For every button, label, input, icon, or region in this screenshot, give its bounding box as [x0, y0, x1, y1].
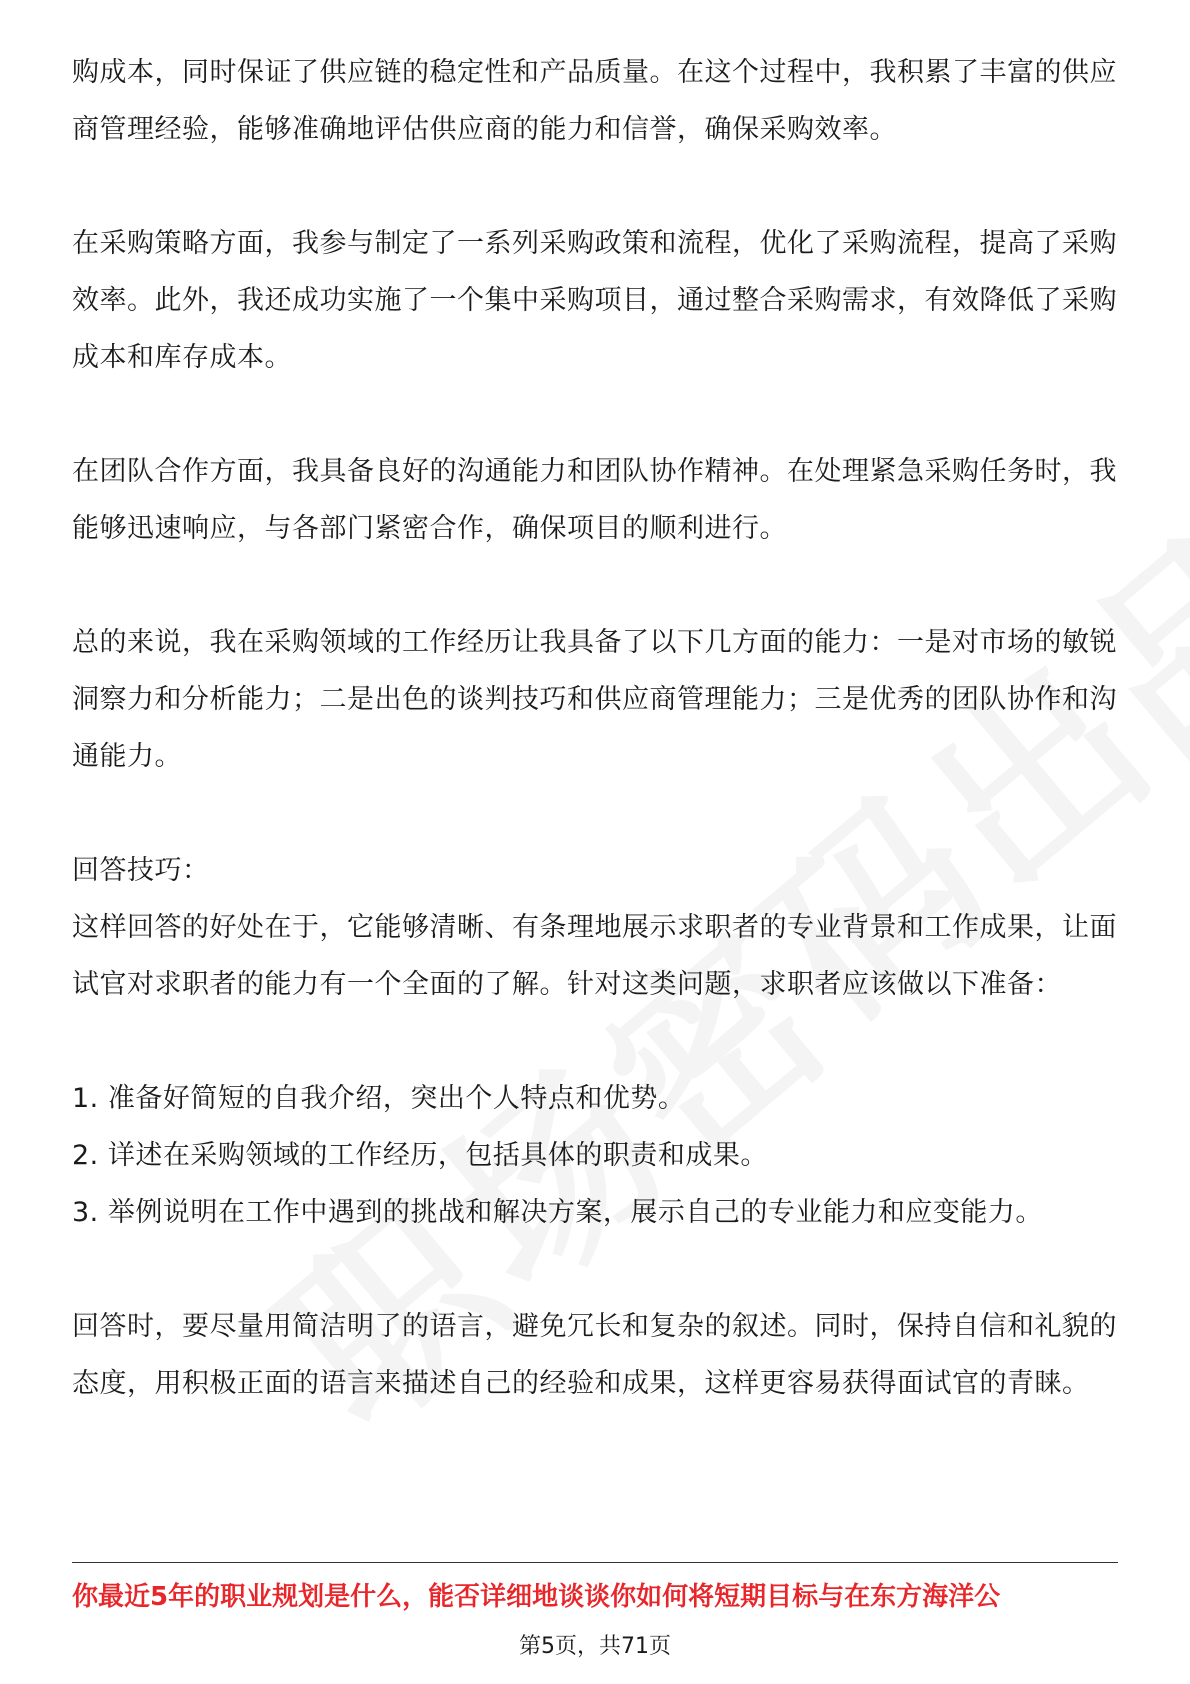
- body-paragraph-3: 在团队合作方面，我具备良好的沟通能力和团队协作精神。在处理紧急采购任务时，我能够迅速响应，与各部门紧密合作，确保项目的顺利进行。: [72, 456, 1117, 544]
- body-paragraph-4: 总的来说，我在采购领域的工作经历让我具备了以下几方面的能力：一是对市场的敏锐洞察力和分析能力；二是出色的谈判技巧和供应商管理能力；三是优秀的团队协作和沟通能力。: [72, 627, 1117, 772]
- tips-closing: 回答时，要尽量用简洁明了的语言，避免冗长和复杂的叙述。同时，保持自信和礼貌的态度，用积极正面的语言来描述自己的经验和成果，这样更容易获得面试官的青睐。: [72, 1311, 1117, 1399]
- page-number: 第5页，共71页: [519, 1634, 671, 1659]
- list-item: 3. 举例说明在工作中遇到的挑战和解决方案，展示自己的专业能力和应变能力。: [72, 1197, 1043, 1228]
- tips-intro: 这样回答的好处在于，它能够清晰、有条理地展示求职者的专业背景和工作成果，让面试官对求职者的能力有一个全面的了解。针对这类问题，求职者应该做以下准备：: [72, 912, 1117, 1000]
- list-item: 1. 准备好简短的自我介绍，突出个人特点和优势。: [72, 1083, 686, 1114]
- body-paragraph-1: 购成本，同时保证了供应链的稳定性和产品质量。在这个过程中，我积累了丰富的供应商管理经验，能够准确地评估供应商的能力和信誉，确保采购效率。: [72, 57, 1117, 145]
- tips-list: [72, 1070, 1118, 1241]
- body-paragraph-2: 在采购策略方面，我参与制定了一系列采购政策和流程，优化了采购流程，提高了采购效率。此外，我还成功实施了一个集中采购项目，通过整合采购需求，有效降低了采购成本和库存成本。: [72, 228, 1117, 373]
- page-content: [72, 44, 1118, 1469]
- tips-heading: 回答技巧：: [72, 855, 210, 886]
- next-question-title: 你最近5年的职业规划是什么，能否详细地谈谈你如何将短期目标与在东方海洋公: [72, 1582, 1001, 1612]
- list-item: 2. 详述在采购领域的工作经历，包括具体的职责和成果。: [72, 1140, 768, 1171]
- footer-divider: [72, 1562, 1118, 1563]
